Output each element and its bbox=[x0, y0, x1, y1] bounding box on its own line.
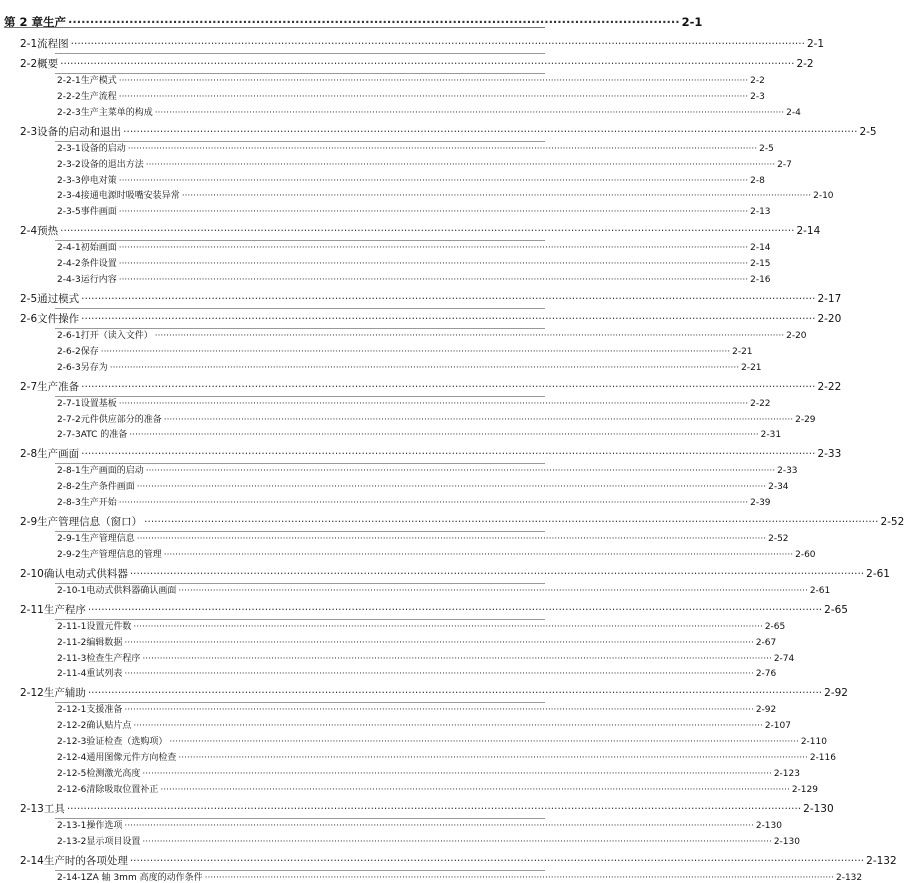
entry-title: 设备的退出方法 bbox=[80, 159, 144, 170]
entry-number: 2-3-2 bbox=[57, 159, 81, 170]
entry-page: 2-123 bbox=[773, 768, 800, 779]
entry-page: 2-132 bbox=[866, 854, 897, 867]
entry-page: 2-5 bbox=[859, 125, 877, 138]
entry-title: 支援准备 bbox=[86, 705, 123, 716]
dot-leader: ···························································································································································································································· bbox=[118, 398, 749, 409]
entry-page: 2-14 bbox=[796, 225, 821, 238]
dot-leader: ···························································································································································································································· bbox=[154, 330, 785, 341]
entry-page: 2-7 bbox=[777, 159, 792, 170]
dot-leader: ···························································································································································································································· bbox=[145, 159, 776, 170]
entry-title: 运行内容 bbox=[80, 275, 117, 285]
entry-title: 通过模式 bbox=[37, 292, 80, 305]
toc-subsection bbox=[0, 272, 771, 285]
entry-number: 2-13-2 bbox=[57, 836, 87, 847]
entry-number: 2-10 bbox=[20, 567, 44, 580]
entry-page: 2-5 bbox=[759, 143, 774, 154]
toc-subsection bbox=[0, 360, 762, 373]
entry-number: 2-4 bbox=[20, 225, 38, 238]
entry-title: 文件操作 bbox=[37, 312, 80, 325]
entry-number: 2-8-1 bbox=[57, 466, 81, 477]
entry-title: 初始画面 bbox=[80, 243, 117, 254]
entry-page: 2-61 bbox=[809, 585, 831, 596]
toc-subsection bbox=[0, 635, 777, 648]
entry-page: 2-129 bbox=[791, 784, 818, 795]
dot-leader: ···························································································································································································································· bbox=[123, 125, 858, 138]
toc-subsection bbox=[0, 157, 792, 170]
dot-leader: ···························································································································································································································· bbox=[81, 380, 816, 393]
entry-title: 生产条件画面 bbox=[80, 482, 135, 493]
toc-section bbox=[0, 291, 842, 306]
dot-leader: ···························································································································································································································· bbox=[163, 549, 794, 560]
entry-title: ATC 的准备 bbox=[80, 430, 128, 441]
dot-leader: ···························································································································································································································· bbox=[124, 705, 754, 716]
entry-title: 生产管理信息（窗口） bbox=[37, 516, 143, 528]
dot-leader: ···························································································································································································································· bbox=[163, 414, 794, 425]
entry-page: 2-29 bbox=[795, 414, 816, 425]
toc-subsection bbox=[0, 463, 798, 477]
entry-page: 2-52 bbox=[880, 516, 905, 528]
entry-page: 2-130 bbox=[803, 802, 834, 815]
entry-page: 2-130 bbox=[773, 836, 800, 847]
entry-title: 确认电动式供料器 bbox=[43, 567, 128, 580]
entry-number: 2-2-2 bbox=[57, 91, 81, 102]
entry-page: 2-107 bbox=[764, 721, 791, 732]
entry-title: 设置基板 bbox=[80, 398, 117, 409]
entry-number: 2-10-1 bbox=[57, 585, 87, 596]
toc-subsection bbox=[0, 766, 800, 779]
entry-title: 验证检查（选购项） bbox=[86, 737, 168, 748]
entry-number: 2-2-1 bbox=[57, 76, 81, 86]
toc-subsection bbox=[0, 818, 782, 831]
entry-title: 操作选项 bbox=[86, 820, 123, 831]
chapter-rule bbox=[4, 27, 545, 28]
dot-leader: ···························································································································································································································· bbox=[136, 482, 767, 493]
dot-leader: ···························································································································································································································· bbox=[129, 854, 865, 867]
entry-number: 2-8-3 bbox=[57, 498, 81, 509]
dot-leader: ···························································································································································································································· bbox=[70, 38, 805, 50]
toc-subsection bbox=[0, 495, 771, 509]
section-rule bbox=[55, 53, 545, 54]
dot-leader: ···························································································································································································································· bbox=[118, 259, 749, 270]
toc-subsection bbox=[0, 328, 807, 341]
entry-page: 2-20 bbox=[786, 330, 807, 341]
dot-leader: ···························································································································································································································· bbox=[178, 585, 808, 596]
toc-subsection bbox=[0, 666, 777, 680]
dot-leader: ···························································································································································································································· bbox=[87, 687, 823, 700]
entry-number: 2-3-1 bbox=[57, 143, 81, 154]
entry-page: 2-60 bbox=[795, 549, 816, 560]
entry-page: 2-92 bbox=[755, 705, 777, 716]
toc-subsection bbox=[0, 479, 789, 493]
entry-page: 2-33 bbox=[777, 466, 798, 477]
dot-leader: ···························································································································································································································· bbox=[60, 58, 795, 70]
toc-section bbox=[0, 566, 890, 581]
toc-section bbox=[0, 514, 905, 529]
toc-subsection bbox=[0, 531, 789, 544]
entry-number: 2-12 bbox=[20, 687, 44, 700]
dot-leader: ···························································································································································································································· bbox=[81, 448, 816, 461]
dot-leader: ···························································································································································································································· bbox=[129, 430, 759, 441]
entry-page: 2-1 bbox=[806, 38, 825, 50]
dot-leader: ···························································································································································································································· bbox=[118, 207, 749, 218]
entry-number: 2-3-4 bbox=[57, 191, 81, 202]
toc-section bbox=[0, 446, 842, 461]
toc-section bbox=[0, 379, 842, 394]
entry-page: 2-92 bbox=[824, 687, 848, 700]
entry-title: 检查生产程序 bbox=[86, 653, 141, 664]
toc-subsection bbox=[0, 427, 782, 441]
entry-title: 生产程序 bbox=[43, 603, 86, 616]
toc-section bbox=[0, 685, 848, 700]
dot-leader: ···························································································································································································································· bbox=[129, 567, 865, 580]
entry-title: 编辑数据 bbox=[86, 637, 123, 648]
dot-leader: ···························································································································································································································· bbox=[144, 516, 879, 528]
dot-leader: ···························································································································································································································· bbox=[145, 466, 776, 477]
entry-number: 2-11-2 bbox=[57, 637, 87, 648]
dot-leader: ···························································································································································································································· bbox=[118, 243, 749, 254]
entry-title: 生产流程 bbox=[80, 91, 117, 102]
entry-page: 2-61 bbox=[866, 567, 890, 580]
dot-leader: ···························································································································································································································· bbox=[133, 621, 763, 632]
entry-number: 2-3 bbox=[20, 125, 38, 138]
entry-title: 生产辅助 bbox=[43, 687, 86, 700]
entry-number: 2-14 bbox=[20, 854, 44, 867]
entry-page: 2-14 bbox=[750, 243, 771, 254]
entry-page: 2-65 bbox=[824, 603, 848, 616]
toc-section bbox=[0, 602, 848, 617]
entry-title: 设置元件数 bbox=[86, 621, 132, 632]
entry-number: 2-12-3 bbox=[57, 737, 87, 748]
entry-page: 2-116 bbox=[809, 753, 836, 763]
entry-page: 2-76 bbox=[755, 669, 777, 680]
toc-subsection bbox=[0, 782, 818, 795]
entry-number: 2-4-2 bbox=[57, 259, 81, 270]
entry-title: 通用图像元件方向检查 bbox=[86, 753, 177, 763]
toc-subsection bbox=[0, 734, 827, 748]
dot-leader: ···························································································································································································································· bbox=[160, 784, 790, 795]
entry-title: 接通电源时吸嘴安装异常 bbox=[80, 191, 180, 202]
entry-number: 2-9-1 bbox=[57, 534, 81, 544]
entry-number: 2-4-3 bbox=[57, 275, 81, 285]
entry-number: 2-14-1 bbox=[57, 872, 87, 883]
chapter-title: 生产 bbox=[43, 15, 67, 29]
dot-leader: ···························································································································································································································· bbox=[124, 637, 754, 648]
dot-leader: ···························································································································································································································· bbox=[100, 346, 731, 357]
entry-number: 2-12-6 bbox=[57, 784, 87, 795]
chapter-page: 2-1 bbox=[681, 15, 703, 29]
toc-subsection bbox=[0, 583, 831, 596]
entry-number: 2-11-4 bbox=[57, 669, 87, 680]
entry-page: 2-21 bbox=[741, 362, 762, 373]
entry-page: 2-22 bbox=[817, 380, 842, 393]
entry-title: 检测激光高度 bbox=[86, 768, 141, 779]
toc-subsection bbox=[0, 547, 816, 560]
entry-number: 2-6 bbox=[20, 312, 38, 325]
toc-subsection bbox=[0, 412, 816, 425]
dot-leader: ···························································································································································································································· bbox=[118, 275, 749, 285]
entry-number: 2-13-1 bbox=[57, 820, 87, 831]
toc-section bbox=[0, 223, 821, 238]
entry-title: 生产模式 bbox=[80, 76, 117, 86]
dot-leader: ···························································································································································································································· bbox=[118, 76, 749, 86]
entry-title: 条件设置 bbox=[80, 259, 117, 270]
dot-leader: ············································································································································ bbox=[68, 15, 680, 29]
entry-number: 2-2 bbox=[20, 58, 38, 70]
dot-leader: ···························································································································································································································· bbox=[127, 143, 758, 154]
entry-title: 生产管理信息的管理 bbox=[80, 549, 162, 560]
entry-page: 2-21 bbox=[732, 346, 753, 357]
dot-leader: ···························································································································································································································· bbox=[118, 91, 749, 102]
entry-number: 2-3-5 bbox=[57, 207, 81, 218]
toc-section bbox=[0, 36, 825, 51]
toc-subsection bbox=[0, 141, 774, 154]
entry-number: 2-12-5 bbox=[57, 768, 87, 779]
entry-page: 2-15 bbox=[750, 259, 771, 270]
toc-section bbox=[0, 56, 814, 71]
dot-leader: ···························································································································································································································· bbox=[60, 225, 795, 238]
entry-page: 2-33 bbox=[817, 448, 842, 461]
dot-leader: ···························································································································································································································· bbox=[169, 737, 799, 748]
entry-title: 元件供应部分的准备 bbox=[80, 414, 162, 425]
entry-number: 2-4-1 bbox=[57, 243, 81, 254]
entry-title: 设备的启动和退出 bbox=[37, 125, 122, 138]
entry-page: 2-39 bbox=[750, 498, 771, 509]
toc-subsection bbox=[0, 834, 800, 847]
entry-title: 保存 bbox=[80, 346, 99, 357]
entry-number: 2-12-1 bbox=[57, 705, 87, 716]
entry-number: 2-9-2 bbox=[57, 549, 81, 560]
entry-page: 2-2 bbox=[750, 76, 765, 86]
toc-subsection bbox=[0, 240, 771, 254]
entry-number: 2-11-3 bbox=[57, 653, 87, 664]
entry-page: 2-130 bbox=[755, 820, 782, 831]
dot-leader: ···························································································································································································································· bbox=[109, 362, 740, 373]
entry-page: 2-34 bbox=[768, 482, 789, 493]
toc-subsection bbox=[0, 256, 771, 270]
dot-leader: ···························································································································································································································· bbox=[133, 721, 763, 732]
dot-leader: ···························································································································································································································· bbox=[118, 498, 749, 509]
dot-leader: ···························································································································································································································· bbox=[81, 312, 816, 325]
entry-number: 2-11-1 bbox=[57, 621, 87, 632]
entry-title: 设备的启动 bbox=[80, 143, 126, 154]
entry-number: 2-7-3 bbox=[57, 430, 81, 441]
entry-title: 预热 bbox=[37, 225, 59, 238]
entry-number: 2-5 bbox=[20, 292, 38, 305]
dot-leader: ···························································································································································································································· bbox=[118, 175, 749, 186]
dot-leader: ···························································································································································································································· bbox=[66, 802, 802, 815]
entry-page: 2-74 bbox=[773, 653, 795, 664]
entry-page: 2-2 bbox=[796, 58, 814, 70]
toc-section bbox=[0, 124, 877, 139]
entry-title: 工具 bbox=[43, 802, 65, 815]
toc-subsection bbox=[0, 702, 777, 716]
entry-title: 生产准备 bbox=[37, 380, 80, 393]
entry-number: 2-8 bbox=[20, 448, 38, 461]
entry-title: 概要 bbox=[37, 58, 59, 70]
toc-subsection bbox=[0, 651, 795, 664]
toc-subsection bbox=[0, 344, 753, 357]
entry-title: 生产时的各项处理 bbox=[43, 854, 128, 867]
entry-page: 2-65 bbox=[764, 621, 786, 632]
entry-page: 2-52 bbox=[768, 534, 789, 544]
entry-number: 2-7-1 bbox=[57, 398, 81, 409]
toc-subsection bbox=[0, 73, 765, 86]
dot-leader: ···························································································································································································································· bbox=[124, 669, 754, 680]
toc-subsection bbox=[0, 870, 863, 883]
toc-subsection bbox=[0, 204, 771, 218]
entry-page: 2-22 bbox=[750, 398, 771, 409]
entry-page: 2-13 bbox=[750, 207, 771, 218]
entry-page: 2-3 bbox=[750, 91, 765, 102]
entry-page: 2-31 bbox=[760, 430, 782, 441]
entry-number: 2-7-2 bbox=[57, 414, 81, 425]
toc-subsection bbox=[0, 396, 771, 409]
entry-title: 显示项目设置 bbox=[86, 836, 141, 847]
dot-leader: ···························································································································································································································· bbox=[154, 107, 785, 118]
entry-number: 2-2-3 bbox=[57, 107, 81, 118]
entry-number: 2-3-3 bbox=[57, 175, 81, 186]
entry-title: 生产开始 bbox=[80, 498, 117, 509]
dot-leader: ···························································································································································································································· bbox=[142, 768, 772, 779]
entry-page: 2-132 bbox=[835, 872, 863, 883]
entry-title: 停电对策 bbox=[80, 175, 117, 186]
entry-title: 生产画面的启动 bbox=[80, 466, 144, 477]
toc-subsection bbox=[0, 619, 786, 632]
toc-subsection bbox=[0, 750, 836, 763]
entry-number: 2-8-2 bbox=[57, 482, 81, 493]
toc-subsection bbox=[0, 188, 834, 202]
entry-title: 生产画面 bbox=[37, 448, 80, 461]
entry-page: 2-4 bbox=[786, 107, 801, 118]
dot-leader: ···························································································································································································································· bbox=[81, 292, 816, 305]
chapter-number: 第 2 章 bbox=[4, 15, 44, 29]
entry-page: 2-110 bbox=[800, 737, 827, 748]
dot-leader: ···························································································································································································································· bbox=[136, 534, 767, 544]
section-rule bbox=[55, 308, 545, 309]
toc-subsection bbox=[0, 105, 801, 118]
entry-number: 2-12-4 bbox=[57, 753, 87, 763]
entry-title: 重试列表 bbox=[86, 669, 123, 680]
dot-leader: ···························································································································································································································· bbox=[142, 836, 772, 847]
dot-leader: ···························································································································································································································· bbox=[204, 872, 834, 883]
entry-title: 确认贴片点 bbox=[86, 721, 132, 732]
entry-title: ZA 轴 3mm 高度的动作条件 bbox=[86, 872, 203, 883]
toc-subsection bbox=[0, 173, 765, 186]
toc-section bbox=[0, 853, 897, 868]
dot-leader: ···························································································································································································································· bbox=[142, 653, 772, 664]
toc-subsection bbox=[0, 89, 765, 102]
entry-title: 流程图 bbox=[37, 38, 69, 50]
entry-number: 2-6-3 bbox=[57, 362, 81, 373]
entry-number: 2-9 bbox=[20, 516, 38, 528]
entry-title: 生产主菜单的构成 bbox=[80, 107, 153, 118]
entry-title: 打开（读入文件） bbox=[80, 330, 153, 341]
entry-number: 2-1 bbox=[20, 38, 38, 50]
entry-page: 2-10 bbox=[813, 191, 834, 202]
entry-page: 2-8 bbox=[750, 175, 765, 186]
entry-title: 事件画面 bbox=[80, 207, 117, 218]
entry-page: 2-67 bbox=[755, 637, 777, 648]
entry-page: 2-20 bbox=[817, 312, 842, 325]
entry-number: 2-12-2 bbox=[57, 721, 87, 732]
entry-number: 2-6-1 bbox=[57, 330, 81, 341]
entry-title: 生产管理信息 bbox=[80, 534, 135, 544]
dot-leader: ···························································································································································································································· bbox=[87, 603, 823, 616]
dot-leader: ···························································································································································································································· bbox=[124, 820, 754, 831]
toc-section bbox=[0, 311, 842, 326]
entry-number: 2-6-2 bbox=[57, 346, 81, 357]
dot-leader: ···························································································································································································································· bbox=[178, 753, 808, 763]
entry-number: 2-7 bbox=[20, 380, 38, 393]
entry-title: 另存为 bbox=[80, 362, 108, 373]
toc-subsection bbox=[0, 718, 791, 732]
entry-page: 2-16 bbox=[750, 275, 771, 285]
entry-number: 2-11 bbox=[20, 603, 44, 616]
entry-number: 2-13 bbox=[20, 802, 44, 815]
entry-page: 2-17 bbox=[817, 292, 842, 305]
toc-section bbox=[0, 801, 834, 816]
dot-leader: ···························································································································································································································· bbox=[181, 191, 812, 202]
entry-title: 电动式供料器确认画面 bbox=[86, 585, 177, 596]
entry-title: 清除吸取位置补正 bbox=[86, 784, 159, 795]
